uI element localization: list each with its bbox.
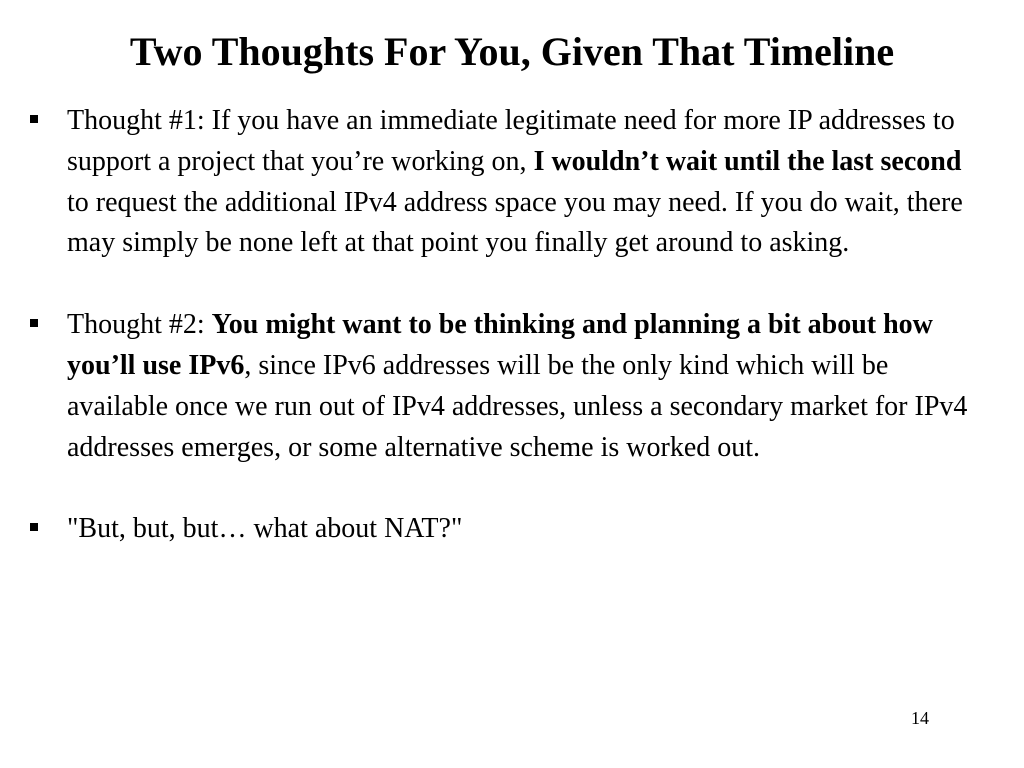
square-bullet-icon [30,523,38,531]
bullet-text-bold: You might want to be thinking and planning a bit about how you’ll use IPv6 [67,309,933,381]
bullet-thought-1 [30,101,990,264]
square-bullet-icon [30,319,38,327]
page-number: 14 [911,708,929,728]
bullet-text-plain: , since IPv6 addresses will be the only kind which will be available once we run out of IPv4 addresses, unless a secondary market for IPv4 addresses emerges, or some alternative scheme is worked out. [67,349,968,463]
bullet-text-plain: Thought #1: If you have an immediate legitimate need for more IP addresses to support a project that you’re working on, [67,105,955,177]
bullet-text [67,105,963,258]
bullet-text-bold: I wouldn’t wait until the last second [533,145,962,177]
bullet-thought-2 [30,305,990,468]
bullet-nat-question [30,509,990,550]
bullet-text-plain: Thought #2: [67,309,212,341]
slide-title: Two Thoughts For You, Given That Timeline [129,29,895,74]
bullet-list [30,101,990,550]
bullet-text-plain: "But, but, but… what about NAT?" [67,513,463,545]
square-bullet-icon [30,115,38,123]
bullet-text [67,309,967,462]
bullet-text [67,513,462,544]
bullet-text-plain: to request the additional IPv4 address space you may need. If you do wait, there may simply be none left at that point you finally get around to asking. [67,186,963,259]
